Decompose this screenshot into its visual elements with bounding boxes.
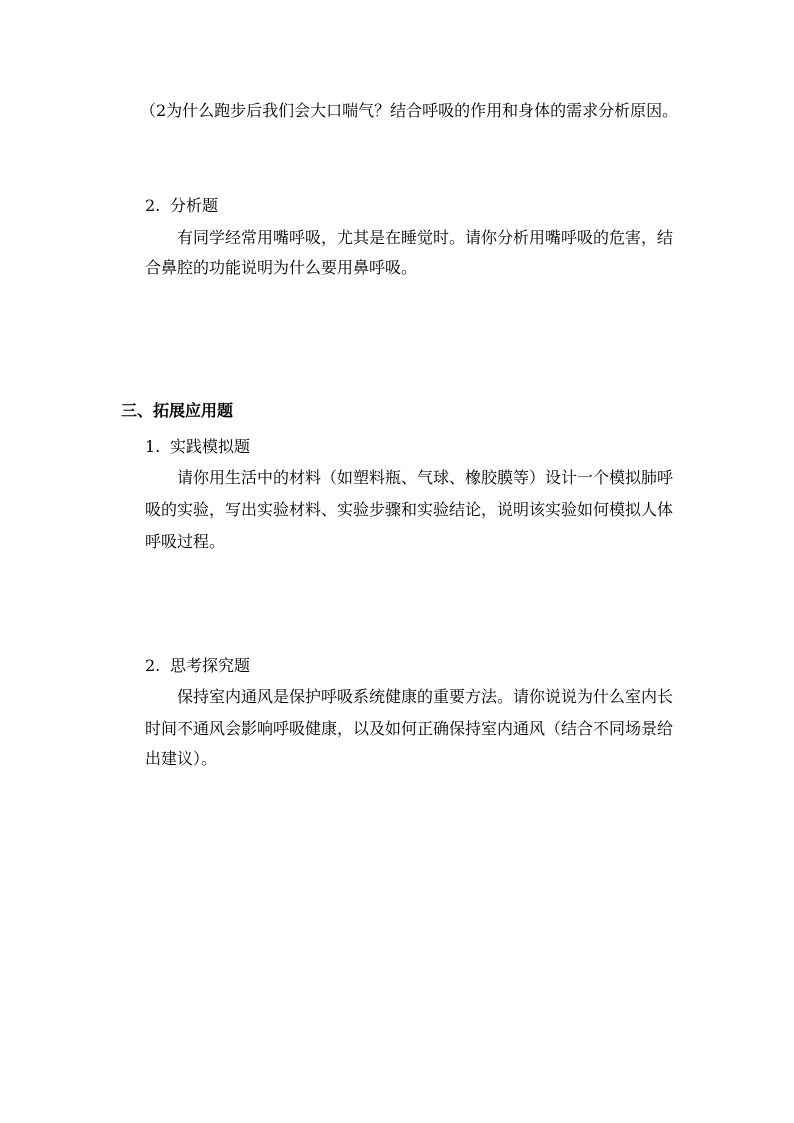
section-heading: 三、拓展应用题: [121, 401, 234, 420]
practice-question-line-1: 请你用生活中的材料（如塑料瓶、气球、橡胶膜等）设计一个模拟肺呼: [177, 468, 674, 487]
question-2-line-1: 有同学经常用嘴呼吸，尤其是在睡觉时。请你分析用嘴呼吸的危害，结: [177, 228, 674, 247]
question-2-title-row: [145, 196, 218, 216]
question-title: 分析题: [170, 196, 219, 215]
question-number: 2.: [145, 196, 161, 215]
inquiry-question-line-1: 保持室内通风是保护呼吸系统健康的重要方法。请你说说为什么室内长: [177, 687, 674, 706]
practice-question-title-row: [145, 437, 250, 457]
question-number: 2.: [145, 656, 161, 675]
question-1-sub-2: （2为什么跑步后我们会大口喘气？结合呼吸的作用和身体的需求分析原因。: [140, 101, 679, 120]
practice-question-line-2: 吸的实验，写出实验材料、实验步骤和实验结论，说明该实验如何模拟人体: [145, 500, 674, 519]
practice-question-line-3: 呼吸过程。: [145, 532, 226, 551]
question-title: 实践模拟题: [170, 437, 251, 456]
inquiry-question-title-row: [145, 656, 250, 676]
question-number: 1.: [145, 437, 161, 456]
question-2-line-2: 合鼻腔的功能说明为什么要用鼻呼吸。: [145, 258, 418, 277]
question-title: 思考探究题: [170, 656, 251, 675]
inquiry-question-line-2: 时间不通风会影响呼吸健康，以及如何正确保持室内通风（结合不同场景给: [145, 719, 674, 738]
inquiry-question-line-3: 出建议）。: [145, 749, 218, 768]
